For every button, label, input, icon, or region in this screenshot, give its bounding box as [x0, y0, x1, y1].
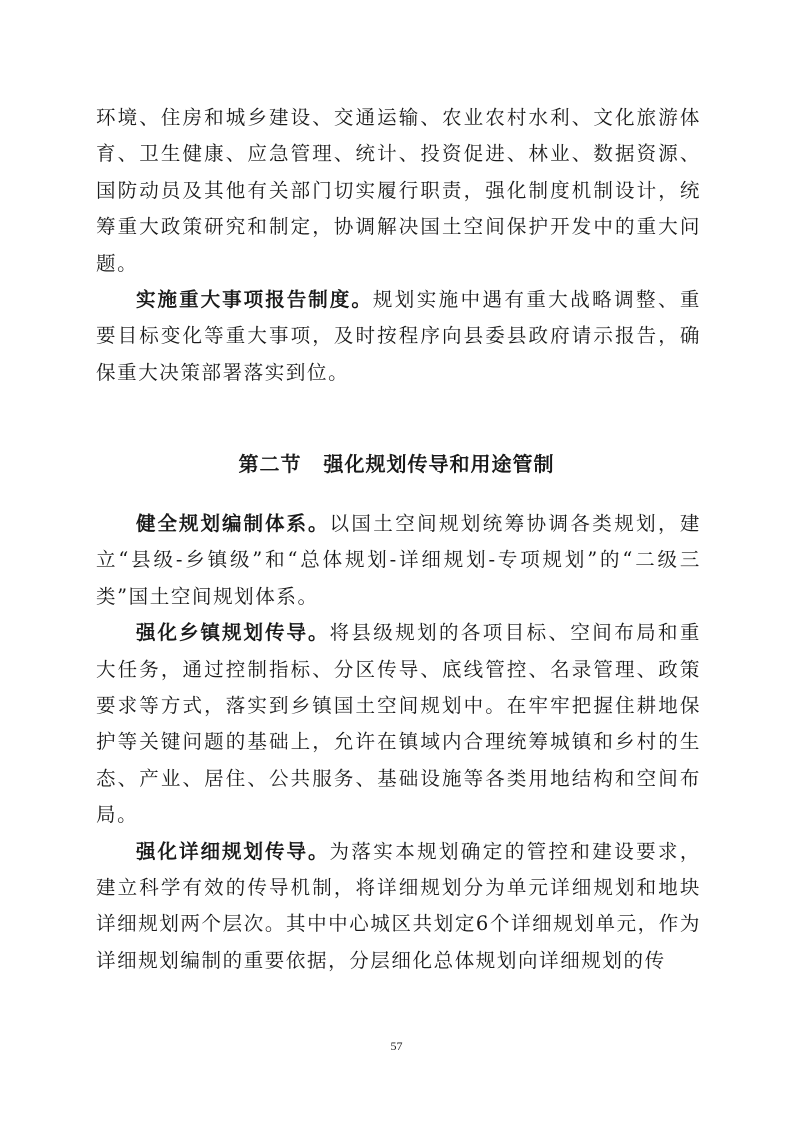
paragraph-text: 将县级规划的各项目标、空间布局和重大任务，通过控制指标、分区传导、底线管控、名录管理、政策要求等方式，落实到乡镇国土空间规划中。在牢牢把握住耕地保护等关键问题的基础上，允许在镇域内合理统筹城镇和乡村的生态、产业、居住、公共服务、基础设施等各类用地结构和空间布局。: [96, 621, 701, 827]
section-number: 第二节: [238, 452, 302, 476]
paragraph-planning-system: [96, 506, 701, 615]
section-title-text: 强化规划传导和用途管制: [323, 452, 555, 476]
paragraph-detailed-transmission: [96, 834, 701, 980]
page-number: 57: [390, 1039, 403, 1053]
body-text-upper: [96, 100, 701, 391]
paragraph-continuation: [96, 100, 701, 282]
paragraph-text: 环境、住房和城乡建设、交通运输、农业农村水利、文化旅游体育、卫生健康、应急管理、统计、投资促进、林业、数据资源、国防动员及其他有关部门切实履行职责，强化制度机制设计，统筹重大政策研究和制定，协调解决国土空间保护开发中的重大问题。: [96, 106, 701, 275]
paragraph-lead: 健全规划编制体系。: [136, 512, 330, 535]
body-text-lower: [96, 506, 701, 979]
paragraph-lead: 强化乡镇规划传导。: [136, 621, 330, 645]
paragraph-township-transmission: [96, 615, 701, 833]
paragraph-lead: 实施重大事项报告制度。: [136, 288, 373, 312]
section-heading: [0, 450, 793, 478]
paragraph-text: 以国土空间规划统筹协调各类规划，建立“县级-乡镇级”和“总体规划-详细规划-专项规划”的“二级三类”国土空间规划体系。: [96, 512, 701, 608]
paragraph-text: 为落实本规划确定的管控和建设要求，建立科学有效的传导机制，将详细规划分为单元详细规划和地块详细规划两个层次。其中中心城区共划定6个详细规划单元，作为详细规划编制的重要依据，分层细化总体规划向详细规划的传: [96, 839, 701, 972]
paragraph-lead: 强化详细规划传导。: [136, 839, 330, 863]
paragraph-text: 规划实施中遇有重大战略调整、重要目标变化等重大事项，及时按程序向县委县政府请示报告，确保重大决策部署落实到位。: [96, 288, 701, 384]
paragraph-report-system: [96, 282, 701, 391]
